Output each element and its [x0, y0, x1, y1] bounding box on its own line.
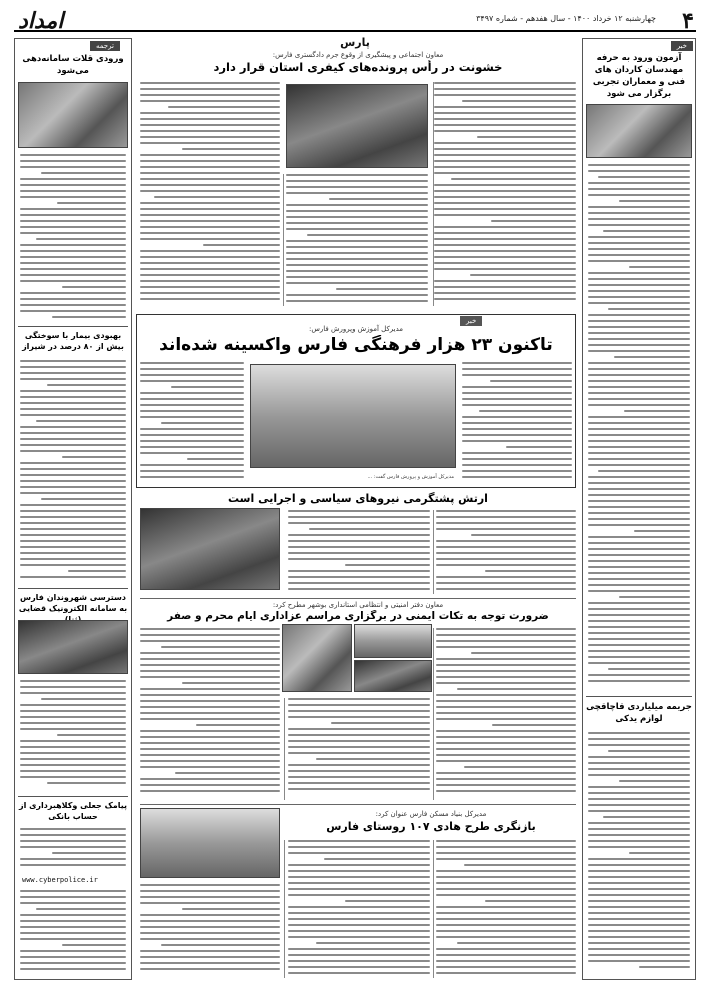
- center-top-kicker: معاون اجتماعی و پیشگیری از وقوع جرم دادگستری فارس:: [272, 51, 444, 59]
- story4-col2: [288, 698, 430, 800]
- left-divider-1: [18, 326, 128, 327]
- left-story1-title: ورودی قلات سامانه‌دهی می‌شود: [22, 54, 124, 76]
- left-story4-body-bottom: [20, 890, 126, 976]
- page-header: [14, 8, 696, 32]
- center-top-col2: [286, 174, 428, 306]
- story5-col1: [436, 840, 576, 978]
- center-page-name: پارس: [340, 36, 370, 49]
- story4-photo-small: [354, 660, 432, 692]
- column-rule: [284, 840, 285, 978]
- center-top-photo: [286, 84, 428, 168]
- story4-divider: [140, 804, 576, 805]
- story4-title: ضرورت توجه به تکات ایمنی در برگزاری مراسم عزاداری ایام محرم و صفر: [167, 610, 549, 622]
- column-rule: [433, 840, 434, 978]
- story3-col1: [436, 510, 576, 594]
- story4-kicker: معاون دفتر امنیتی و انتظامی استانداری بوشهر مطرح کرد:: [272, 601, 444, 609]
- column-rule: [433, 628, 434, 800]
- center-top-col3: [140, 82, 280, 306]
- story3-title: ارتش پشتگرمی نیروهای سیاسی و اجرایی است: [228, 492, 488, 505]
- right-divider: [586, 696, 692, 697]
- story5-photo: [140, 808, 280, 878]
- page-number: ۴: [682, 8, 694, 34]
- left-divider-3: [18, 796, 128, 797]
- right-story1-title: آزمون ورود به حرفه مهندسان کاردان های فنی و معماران تجربی برگزار می شود: [592, 53, 686, 99]
- center-top-col1: [434, 82, 576, 306]
- story4-col3: [140, 628, 280, 800]
- left-story2-title: بهبودی بیمار با سوختگی بیش از ۸۰ درصد در شیراز: [22, 331, 124, 351]
- left-section-tag: ترجمه: [90, 41, 120, 51]
- column-rule: [284, 698, 285, 800]
- story5-kicker: مدیرکل بنیاد مسکن فارس عنوان کرد:: [375, 810, 487, 818]
- story3-photo: [140, 508, 280, 590]
- left-story3-body: [20, 680, 126, 792]
- feature-title: تاکنون ۲۳ هزار فرهنگی فارس واکسینه شده‌اند: [159, 335, 553, 355]
- left-story3-photo: [18, 620, 128, 674]
- story5-col2: [288, 840, 430, 978]
- left-story1-body: [20, 154, 126, 322]
- left-story4-title: پیامک جعلی وکلاهبرداری از حساب بانکی: [18, 801, 128, 821]
- right-story1-body: [588, 164, 690, 692]
- story3-divider: [140, 598, 576, 599]
- left-story3-title: دسترسی شهروندان فارس به سامانه الکترونیک قضایی: [18, 593, 128, 613]
- feature-body-right: [462, 362, 572, 482]
- column-rule: [433, 82, 434, 306]
- feature-kicker: مدیرکل آموزش وپرورش فارس:: [308, 325, 404, 333]
- column-rule: [283, 174, 284, 306]
- right-story2-body: [588, 732, 690, 976]
- left-divider-2: [18, 588, 128, 589]
- newspaper-logo: امداد: [18, 8, 64, 34]
- feature-caption: مدیرکل آموزش و پرورش فارس گفت: ...: [367, 474, 454, 480]
- left-story1-photo: [18, 82, 128, 148]
- center-top-title: خشونت در رأس پرونده‌های کیفری استان قرار دارد: [213, 60, 503, 74]
- story4-photo-left: [282, 624, 352, 692]
- left-story4-url: www.cyberpolice.ir: [22, 876, 98, 884]
- story5-col3: [140, 884, 280, 978]
- story5-title: بازنگری طرح هادی ۱۰۷ روستای فارس: [326, 820, 536, 833]
- right-story1-photo: [586, 104, 692, 158]
- column-rule: [433, 510, 434, 594]
- story4-col1: [436, 628, 576, 800]
- feature-photo: [250, 364, 456, 468]
- feature-section-tag: خبر: [460, 316, 482, 326]
- story4-photo-mid: [354, 624, 432, 658]
- left-story2-body: [20, 360, 126, 584]
- right-section-tag: خبر: [671, 41, 693, 51]
- dateline: چهارشنبه ۱۲ خرداد ۱۴۰۰ - سال هفدهم - شماره ۳۴۹۷: [476, 14, 656, 23]
- left-story4-body-top: [20, 828, 126, 872]
- feature-body-left: [140, 362, 244, 482]
- story3-col2: [288, 510, 430, 594]
- right-story2-title: جریمه میلیاردی قاچاقچی لوازم یدکی: [586, 702, 692, 724]
